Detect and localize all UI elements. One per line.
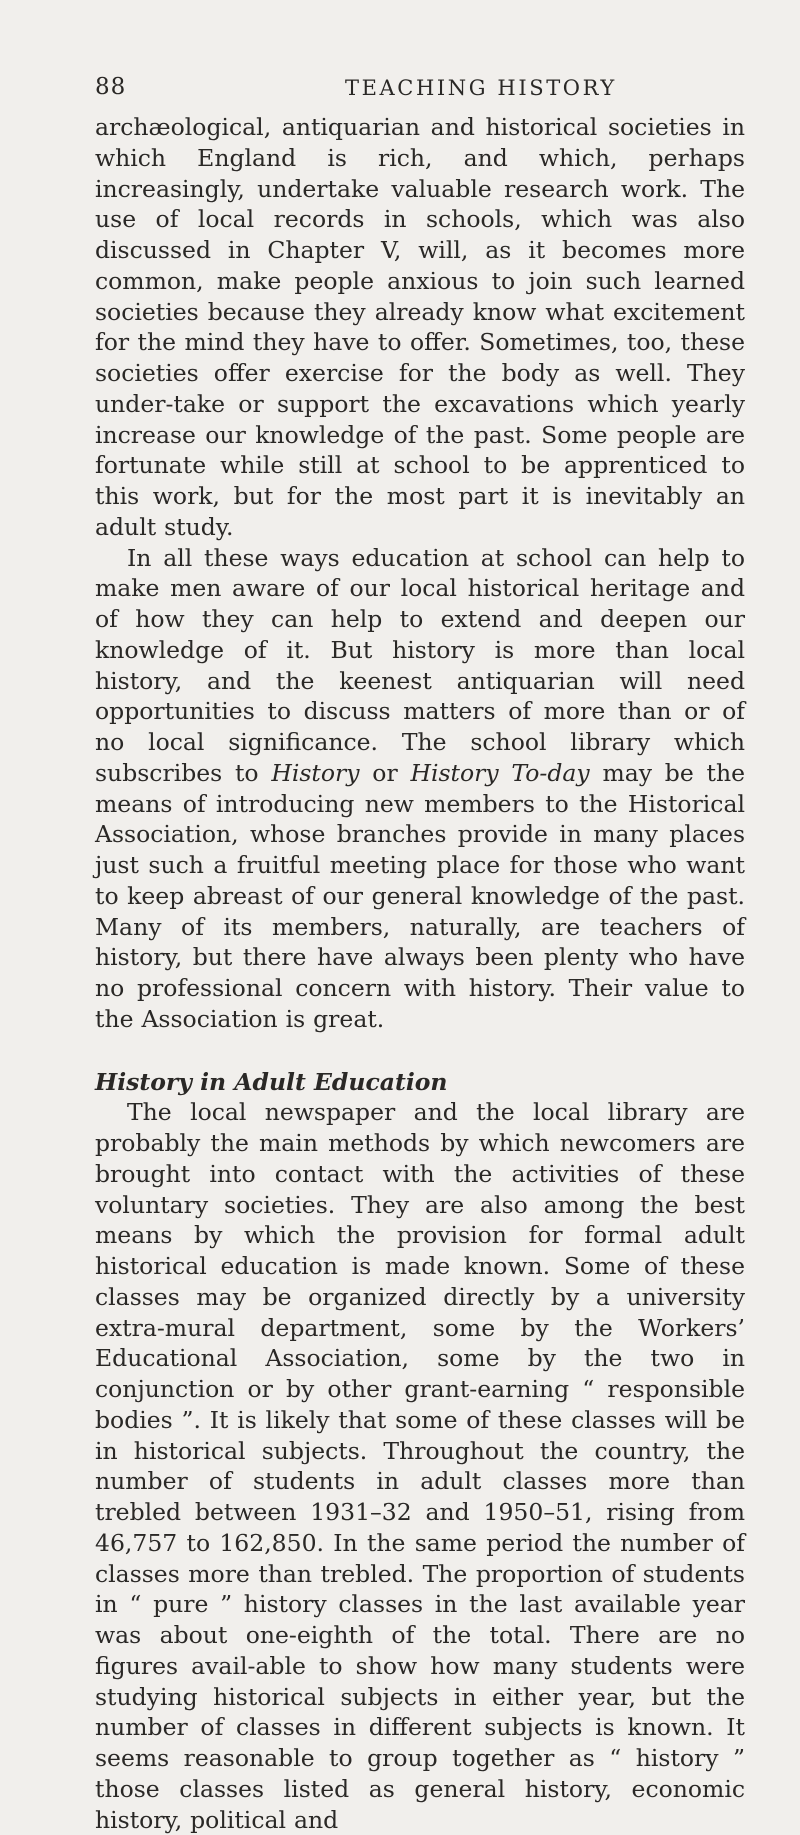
running-header	[95, 74, 746, 108]
journal-title-history: History	[271, 758, 360, 787]
paragraph-text-part: In all these ways education at school can help to make men aware of our local historical heritage and of how they can help to extend and deepen our knowledge of it. But history is more than local history, and the keenest antiquarian will need opportunities to discuss matters of more than or of no local significance. The school library which subscribes to	[95, 543, 745, 787]
body-text	[95, 112, 745, 1835]
page-number: 88	[95, 74, 127, 100]
paragraph-text-part: may be the means of introducing new members to the Historical Association, whose branches provide in many places just such a fruitful meeting place for those who want to keep abreast of our general knowledge of the past. Many of its members, naturally, are teachers of history, but there have always been plenty who have no professional concern with history. Their value to the Association is great.	[95, 758, 745, 1033]
section-heading: History in Adult Education	[95, 1067, 448, 1096]
running-title: TEACHING HISTORY	[345, 76, 617, 100]
paragraph-education-at-school	[95, 543, 745, 1035]
paragraph-text-part: or	[359, 758, 411, 787]
paragraph-societies: archæological, antiquarian and historical societies in which England is rich, and which, perhaps increasingly, undertake valuable research work. The use of local records in schools, which was also discussed in Chapter V, will, as it becomes more common, make people anxious to join such learned societies because they already know what excitement for the mind they have to offer. Sometimes, too, these societies offer exercise for the body as well. They under-take or support the excavations which yearly increase our knowledge of the past. Some people are fortunate while still at school to be apprenticed to this work, but for the most part it is inevitably an adult study.	[95, 113, 745, 541]
paragraph-adult-education: The local newspaper and the local library are probably the main methods by which newcomers are brought into contact with the activities of these voluntary societies. They are also among the best means by which the provision for formal adult historical education is made known. Some of these classes may be organized directly by a university extra-mural department, some by the Workers’ Educational Association, some by the two in conjunction or by other grant-earning “ responsible bodies ”. It is likely that some of these classes will be in historical subjects. Throughout the country, the number of students in adult classes more than trebled between 1931–32 and 1950–51, rising from 46,757 to 162,850. In the same period the number of classes more than trebled. The proportion of students in “ pure ” history classes in the last available year was about one-eighth of the total. There are no figures avail-able to show how many students were studying historical subjects in either year, but the number of classes in different subjects is known. It seems reasonable to group together as “ history ” those classes listed as general history, economic history, political and	[95, 1098, 745, 1834]
journal-title-history-today: History To-day	[410, 758, 590, 787]
